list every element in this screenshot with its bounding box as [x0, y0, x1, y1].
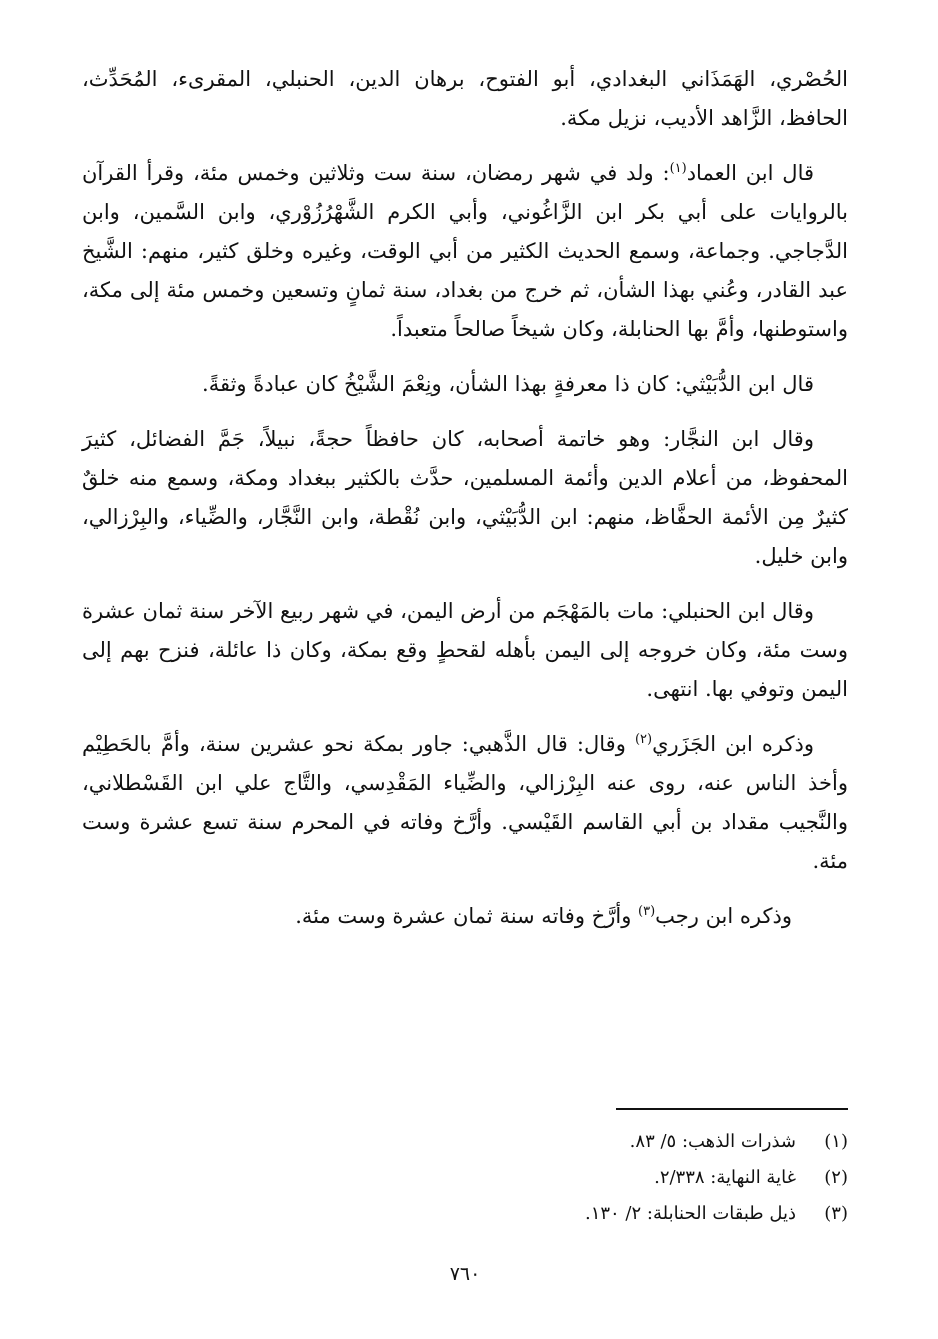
paragraph-text: وذكره ابن الجَزَري: [652, 732, 814, 756]
footnote-text: ذيل طبقات الحنابلة: ٢/ ١٣٠.: [584, 1203, 796, 1224]
paragraph-text: : ولد في شهر رمضان، سنة ست وثلاثين وخمس مئة، وقرأ القرآن بالروايات على أبي بكر ابن الزَّاغُوني، وأبي الكرم الشَّهْرُزُوْري، وابن السَّمين، وابن الدَّجاجي. وجماعة، وسمع الحديث الكثير من أبي الوقت، وغيره وخلق كثير، منهم: الشَّيخ عبد القادر، وعُني بهذا الشأن، ثم خرج من بغداد، سنة ثمانٍ وتسعين وخمس مئة إلى مكة، واستوطنها، وأمَّ بها الحنابلة، وكان شيخاً صالحاً متعبداً.: [82, 161, 848, 341]
footnote-number: (٣): [824, 1203, 848, 1224]
footnote-separator: [616, 1108, 848, 1110]
paragraph: [82, 592, 848, 709]
footnote-number: (٢): [824, 1167, 848, 1188]
paragraph: [82, 725, 848, 881]
paragraph-text: قال ابن الدُّبَيْثي: كان ذا معرفةٍ بهذا الشأن، ونِعْمَ الشَّيْخُ كان عبادةً وثقةً.: [202, 372, 814, 396]
paragraph: [82, 154, 848, 349]
paragraph: [82, 60, 848, 138]
footnote-text: شذرات الذهب: ٥/ ٨٣.: [629, 1131, 796, 1152]
footnote: [348, 1196, 848, 1232]
page-number: ٧٦٠: [449, 1263, 481, 1285]
page: [82, 60, 848, 1320]
paragraph-text: وقال ابن الحنبلي: مات بالمَهْجَم من أرض اليمن، في شهر ربيع الآخر سنة ثمان عشرة وست مئة، وكان خروجه إلى اليمن بأهله لقحطٍ وقع بمكة، وكان ذا عائلة، فنزح بهم إلى اليمن وتوفي بها. انتهى.: [82, 599, 848, 701]
paragraph: [82, 897, 848, 936]
paragraph-text: وقال ابن النجَّار: وهو خاتمة أصحابه، كان حافظاً حجةً، نبيلاً، جَمَّ الفضائل، كثيرَ المحفوظ، من أعلام الدين وأئمة المسلمين، حدَّث بالكثير ببغداد ومكة، وسمع منه خلقٌ كثيرٌ مِن الأئمة الحفَّاظ، منهم: ابن الدُّبَيْثي، وابن نُقْطة، وابن النَّجَّار، والضِّياء، والبِرْزالي، وابن خليل.: [82, 427, 848, 568]
paragraph: [82, 365, 848, 404]
footnote: [348, 1124, 848, 1160]
footnote-reference: (٣): [638, 904, 656, 919]
paragraph-text: الحُصْري، الهَمَذَاني البغدادي، أبو الفتوح، برهان الدين، الحنبلي، المقرىء، المُحَدِّث، الحافظ، الزَّاهد الأديب، نزيل مكة.: [82, 67, 848, 130]
paragraph-text: وقال: قال الذَّهبي: جاور بمكة نحو عشرين سنة، وأمَّ بالحَطِيْم وأخذ الناس عنه، روى عنه البِرْزالي، والضِّياء المَقْدِسي، والتَّاج علي ابن القَسْطلاني، والنَّجيب مقداد بن أبي القاسم القَيْسي. وأرَّخ وفاته في المحرم سنة تسع عشرة وست مئة.: [82, 732, 848, 873]
footnote-reference: (١): [669, 161, 687, 176]
footnote: [348, 1160, 848, 1196]
footnotes-list: [348, 1124, 848, 1232]
footnote-text: غاية النهاية: ٢/٣٣٨.: [654, 1167, 796, 1188]
paragraph-text: وذكره ابن رجب: [655, 904, 792, 928]
paragraph: [82, 420, 848, 576]
main-text: [82, 60, 848, 936]
footnote-reference: (٢): [634, 732, 653, 747]
paragraph-text: وأرَّخ وفاته سنة ثمان عشرة وست مئة.: [295, 904, 639, 928]
paragraph-text: قال ابن العماد: [686, 161, 815, 185]
footnote-number: (١): [824, 1131, 848, 1152]
